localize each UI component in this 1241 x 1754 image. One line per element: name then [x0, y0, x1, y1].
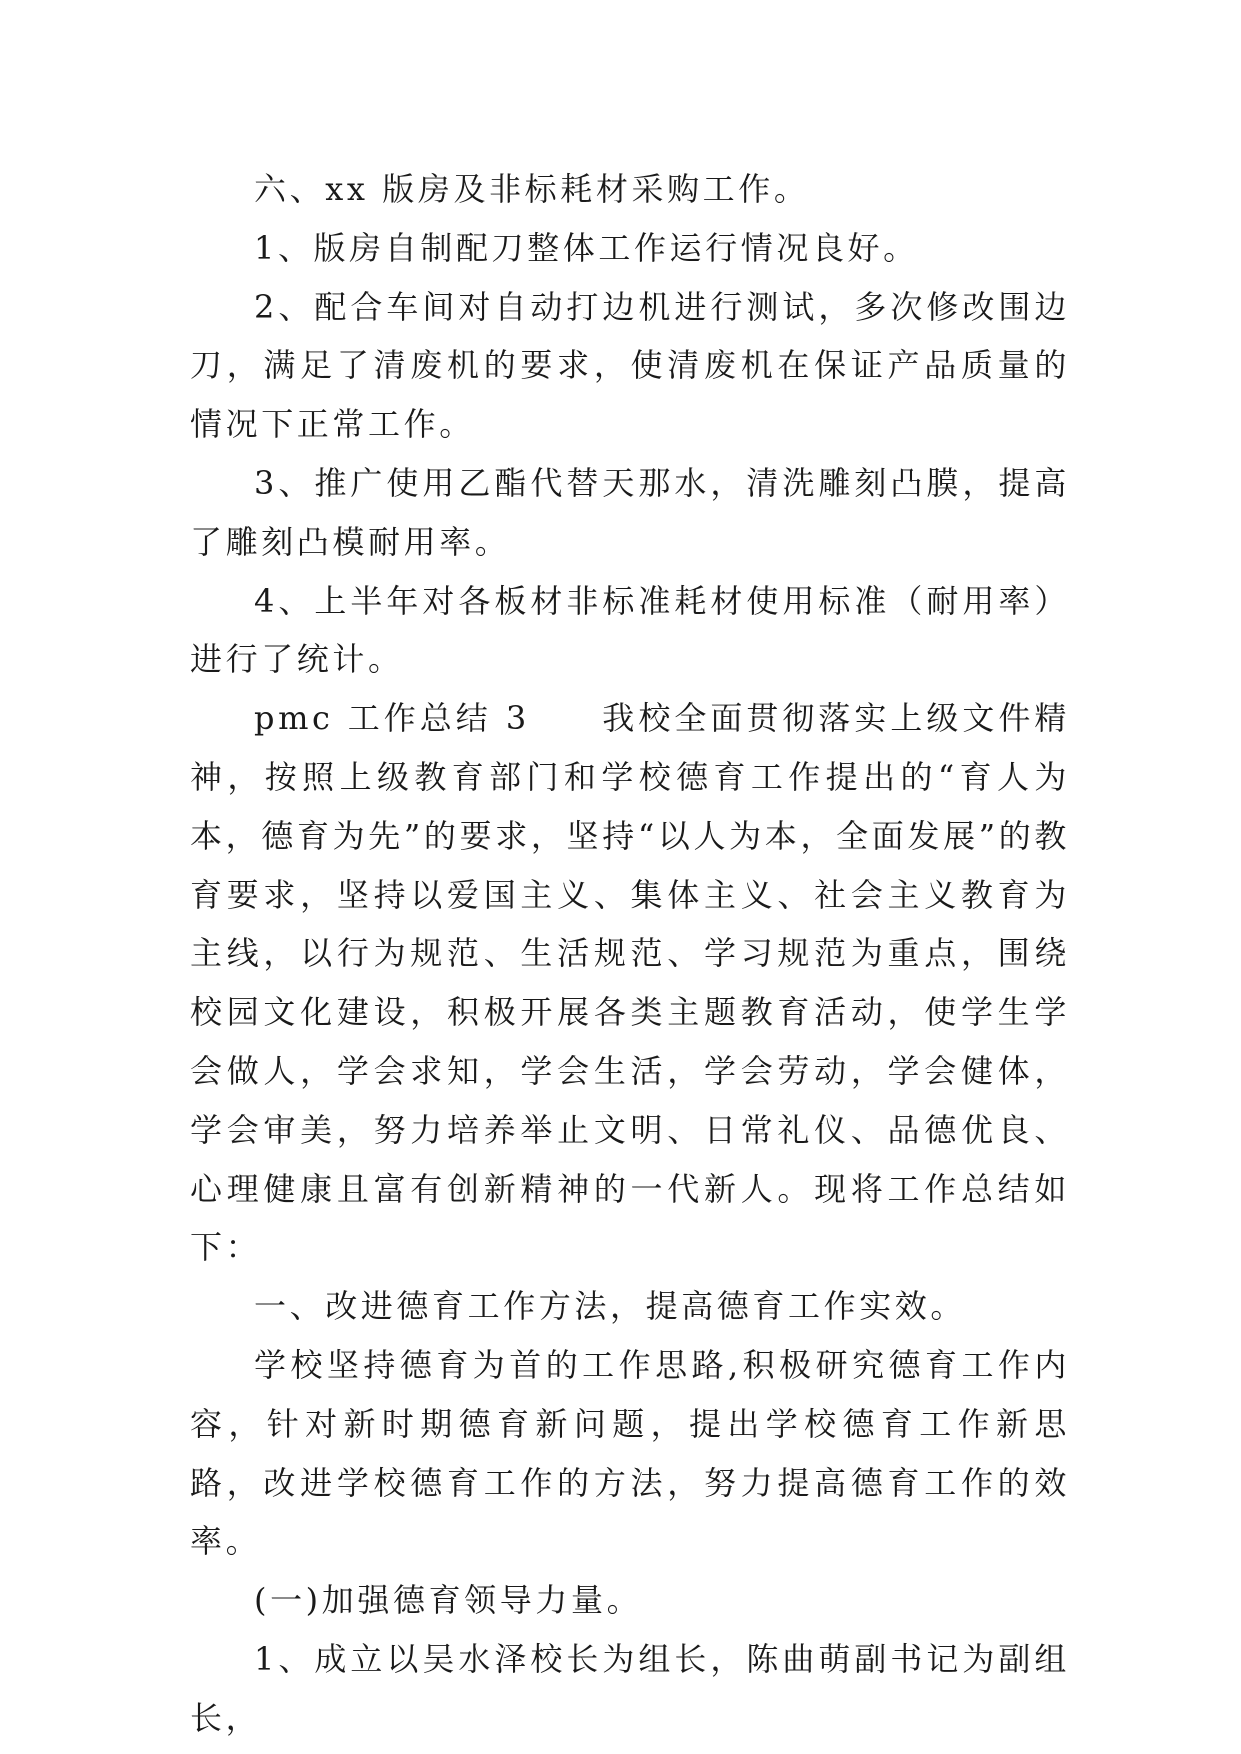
- paragraph-subsection-heading: (一)加强德育领导力量。: [254, 1581, 643, 1620]
- paragraph-subsection-item-1: 1、成立以吴水泽校长为组长，陈曲萌副书记为副组长，: [190, 1639, 1070, 1737]
- paragraph-summary-3-intro: pmc 工作总结 3 我校全面贯彻落实上级文件精神，按照上级教育部门和学校德育工作提出的“育人为本，德育为先”的要求，坚持“以人为本，全面发展”的教育要求，坚持以爱国主义、集体主义、社会主义教育为主线，以行为规范、生活规范、学习规范为重点，围绕校园文化建设，积极开展各类主题教育活动，使学生学会做人，学会求知，学会生活，学会劳动，学会健体，学会审美，努力培养举止文明、日常礼仪、品德优良、心理健康且富有创新精神的一代新人。现将工作总结如下：: [190, 699, 1070, 1267]
- paragraph-item-4: 4、上半年对各板材非标准耗材使用标准（耐用率）进行了统计。: [190, 581, 1070, 679]
- paragraph-section-six-heading: 六、xx 版房及非标耗材采购工作。: [254, 170, 810, 208]
- paragraph-item-3: 3、推广使用乙酯代替天那水，清洗雕刻凸膜，提高了雕刻凸模耐用率。: [190, 463, 1070, 561]
- paragraph-section-one-body: 学校坚持德育为首的工作思路,积极研究德育工作内容，针对新时期德育新问题，提出学校德育工作新思路，改进学校德育工作的方法，努力提高德育工作的效率。: [190, 1345, 1070, 1561]
- paragraph-item-2: 2、配合车间对自动打边机进行测试，多次修改围边刀，满足了清废机的要求，使清废机在保证产品质量的情况下正常工作。: [190, 287, 1070, 444]
- paragraph-item-1: 1、版房自制配刀整体工作运行情况良好。: [254, 228, 919, 267]
- paragraph-section-one-heading: 一、改进德育工作方法，提高德育工作实效。: [254, 1287, 967, 1326]
- document-body: [190, 160, 1070, 1748]
